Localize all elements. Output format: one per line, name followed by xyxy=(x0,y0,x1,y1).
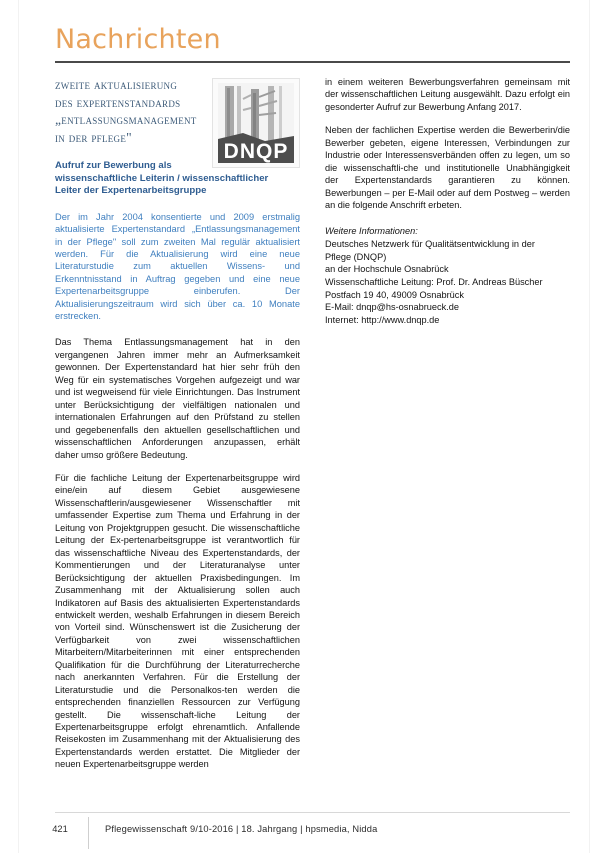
subtitle-line-2: wissenschaftliche Leiterin / wissenschaftlicher xyxy=(55,172,269,184)
contact-institution: an der Hochschule Osnabrück xyxy=(325,264,449,275)
svg-text:DNQP: DNQP xyxy=(223,140,289,163)
dnqp-logo-graphic xyxy=(213,79,299,167)
contact-block xyxy=(325,225,570,327)
contact-website[interactable]: Internet: http://www.dnqp.de xyxy=(325,314,440,325)
article-headline xyxy=(55,76,215,146)
left-margin-rule xyxy=(18,0,19,853)
footer-publication-info: Pflegewissenschaft 9/10-2016 | 18. Jahrgang | hpsmedia, Nidda xyxy=(105,824,378,834)
subtitle-line-3: Leiter der Expertenarbeitsgruppe xyxy=(55,185,207,197)
right-margin-rule xyxy=(589,0,590,853)
masthead xyxy=(55,26,570,63)
contact-heading: Weitere Informationen: xyxy=(325,225,418,236)
headline-line-4: in der pflege" xyxy=(55,129,132,145)
page-title: Nachrichten xyxy=(55,24,221,55)
body-paragraph: in einem weiteren Bewerbungsverfahren gemeinsam mit der wissenschaftlichen Leitung ausgewählt. Dazu erfolgt ein gesonderter Aufruf zur Bewerbung Anfang 2017. xyxy=(325,77,570,112)
page-number: 421 xyxy=(52,824,68,834)
body-paragraph: Das Thema Entlassungsmanagement hat in den vergangenen Jahren immer mehr an Aufmerksamkeit gewonnen. Der Expertenstandard hat hier sehr früh den Weg für ein systematisches Vorgehen aufgezeigt und war und ist wegweisend für viele Einrichtungen. Das Instrument unter Berücksichtigung der vielfältigen nationalen und internationalen Erfahrungen auf den Prüfstand zu stellen und gegebenenfalls den aktuellen gesellschaftlichen und wissenschaftlichen Anforderungen anzupassen, erhält daher umso größere Bedeutung. xyxy=(55,337,300,460)
body-paragraph: Neben der fachlichen Expertise werden die Bewerberin/die Bewerber gebeten, eigene Interessen, Verbindungen zur Industrie oder Interessensverbänden offen zu legen, um so die wissenschaftli-che und institutionelle Unabhängigkeit der Expertenstandards garantieren zu können. Bewerbungen – per E-Mail oder auf dem Postweg – werden an die folgende Anschrift erbeten. xyxy=(325,125,570,211)
dnqp-logo xyxy=(212,78,300,168)
subtitle-line-1: Aufruf zur Bewerbung als xyxy=(55,160,172,171)
article-columns xyxy=(55,76,570,790)
article-lead-paragraph: Der im Jahr 2004 konsentierte und 2009 erstmalig aktualisierte Expertenstandard „Entlassungsmanagement in der Pflege" soll zum zweiten Mal regulär aktualisiert werden. Für die Aktualisierung wird eine neue Literaturstudie zum aktuellen Wissens- und Erkenntnisstand in Auftrag gegeben und eine neue Expertenarbeitsgruppe einberufen. Der Aktualisierungszeitraum wird sich über ca. 10 Monate erstrecken. xyxy=(55,211,300,322)
contact-organisation-line-1: Deutsches Netzwerk für Qualitätsentwicklung in der xyxy=(325,239,535,250)
right-column xyxy=(325,76,570,790)
contact-email[interactable]: E-Mail: dnqp@hs-osnabrueck.de xyxy=(325,302,459,313)
contact-address: Postfach 19 40, 49009 Osnabrück xyxy=(325,289,464,300)
left-column xyxy=(55,76,300,790)
headline-line-1: zweite aktualisierung xyxy=(55,77,178,92)
headline-line-2: des expertenstandards xyxy=(55,94,181,110)
footer-separator xyxy=(88,817,89,849)
page-footer xyxy=(0,812,607,853)
contact-scientific-lead: Wissenschaftliche Leitung: Prof. Dr. Andreas Büscher xyxy=(325,276,543,287)
body-paragraph: Für die fachliche Leitung der Expertenarbeitsgruppe wird eine/ein auf diesem Gebiet ausgewiesene Wissenschaftlerin/ausgewiesener Wissenschaftler mit umfassender Expertise zum Thema und Erfahrung in der Leitung von Projektgruppen gesucht. Die wissenschaftliche Leitung der Ex-pertenarbeitsgruppe ist verantwortlich für das wissenschaftliche Niveau des Expertenstandards, der Kommentierungen und der Literaturanalyse unter Berücksichtigung der aktuellen Praxisbedingungen. Im Zusammenhang mit der Aktualisierung sollen auch Indikatoren auf Basis des aktualisierten Expertenstandards entwickelt werden, weshalb Erfahrungen in diesem Bereich von Vorteil sind. Wünschenswert ist die Zusicherung der Verfügbarkeit von zwei wissenschaftlichen Mitarbeitern/Mitarbeiterinnen mit einer entsprechenden Qualifikation für die Durchführung der Literaturrecherche nach anerkannten Verfahren. Für die Erstellung der Literaturstudie und die Personalkos-ten werden die entsprechenden finanziellen Ressourcen zur Verfügung gestellt. Die wissenschaft-liche Leitung der Expertenarbeitsgruppe erfolgt ehrenamtlich. Anfallende Reisekosten im Zusammenhang mit der Aktualisierung des Expertenstandards werden erstattet. Die Mitglieder der neuen Expertenarbeitsgruppe werden xyxy=(55,472,300,770)
footer-divider xyxy=(55,812,570,813)
contact-organisation-line-2: Pflege (DNQP) xyxy=(325,251,387,262)
masthead-divider xyxy=(55,61,570,63)
headline-line-3: „entlassungsmanagement xyxy=(55,112,197,127)
